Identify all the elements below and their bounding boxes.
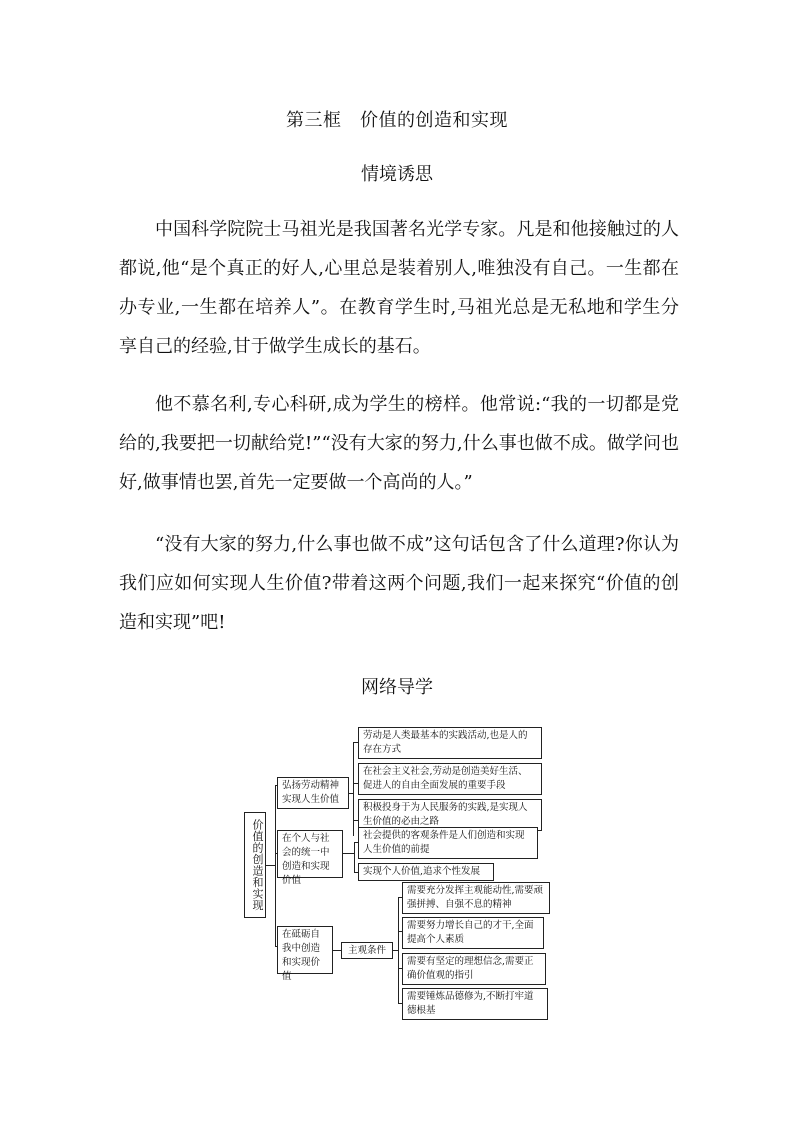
branch-individual-society: 在个人与社会的统一中创造和实现价值 (277, 830, 343, 878)
connector-line (333, 950, 341, 951)
leaf-item: 需要有坚定的理想信念,需要正确价值观的指引 (402, 953, 546, 985)
branch-labor-spirit: 弘扬劳动精神实现人生价值 (277, 777, 349, 809)
mindmap-root: 价值的创造和实现 (244, 812, 266, 918)
paragraph-2: 他不慕名利,专心科研,成为学生的榜样。他常说:“我的一切都是党给的,我要把一切献给党!”“没有大家的努力,什么事也做不成。做学问也好,做事情也罢,首先一定要做一个高尚的人。” (119, 394, 679, 493)
mind-map (244, 725, 556, 1025)
section-heading-intro: 情境诱思 (361, 164, 433, 185)
leaf-item: 需要锤炼品德修为,不断打牢道德根基 (402, 988, 548, 1020)
connector-line (398, 897, 399, 1003)
paragraph-3: “没有大家的努力,什么事也做不成”这句话包含了什么道理?你认为我们应如何实现人生价值?带着这两个问题,我们一起来探究“价值的创造和实现”吧! (119, 534, 679, 633)
leaf-item: 需要努力增长自己的才干,全面提高个人素质 (402, 917, 544, 949)
leaf-item: 需要充分发挥主观能动性,需要顽强拼搏、自强不息的精神 (402, 882, 550, 914)
branch-self-discipline: 在砥砺自我中创造和实现价值 (277, 926, 333, 974)
paragraph-1: 中国科学院院士马祖光是我国著名光学专家。凡是和他接触过的人都说,他“是个真正的好人,心里总是装着别人,唯独没有自己。一生都在办专业,一生都在培养人”。在教育学生时,马祖光总是无私地和学生分享自己的经验,甘于做学生成长的基石。 (119, 219, 679, 357)
leaf-item: 积极投身于为人民服务的实践,是实现人生价值的必由之路 (358, 799, 542, 831)
connector-line (354, 842, 355, 873)
section-heading-map: 网络导学 (361, 677, 433, 698)
connector-line (353, 742, 354, 836)
leaf-item: 社会提供的客观条件是人们创造和实现人生价值的前提 (358, 827, 538, 859)
leaf-item: 劳动是人类最基本的实践活动,也是人的存在方式 (358, 727, 542, 759)
page-title: 第三框 价值的创造和实现 (286, 110, 508, 131)
connector-line (275, 785, 276, 946)
leaf-item: 在社会主义社会,劳动是创造美好生活、促进人的自由全面发展的重要手段 (358, 763, 542, 795)
leaf-item: 实现个人价值,追求个性发展 (358, 863, 494, 881)
subjective-conditions-label: 主观条件 (341, 942, 393, 959)
